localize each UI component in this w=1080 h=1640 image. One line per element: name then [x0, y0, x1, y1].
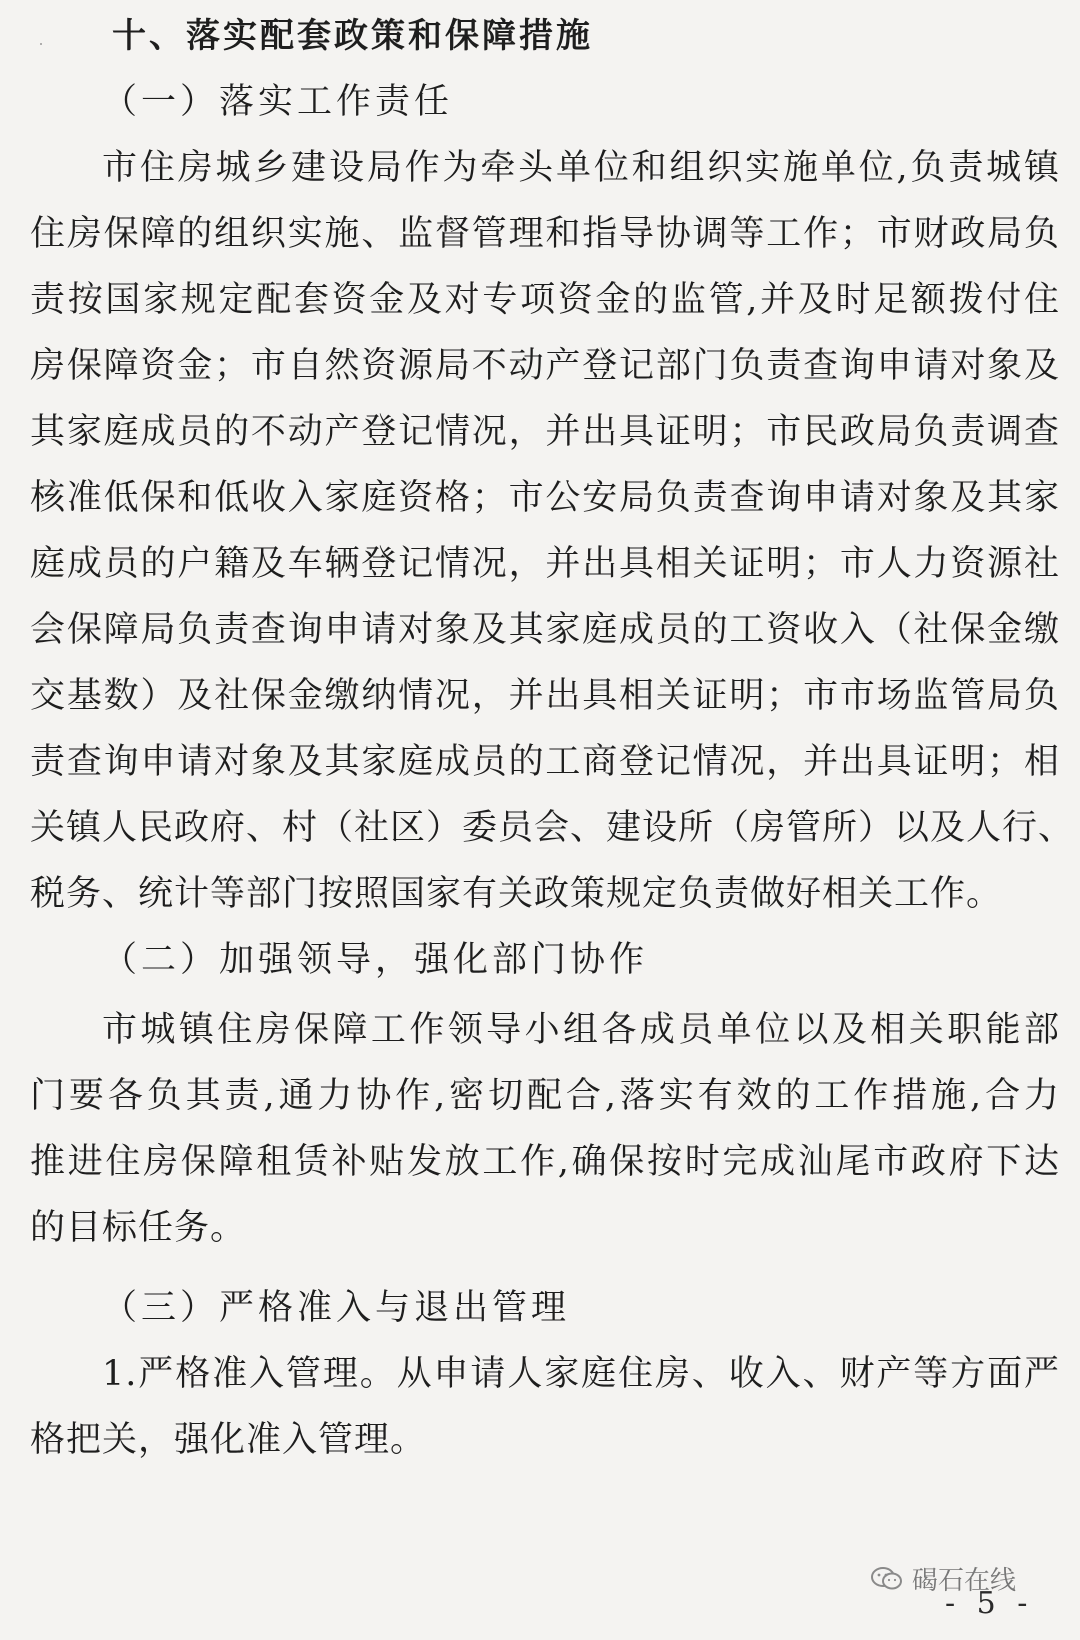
paragraph-line: 市城镇住房保障工作领导小组各成员单位以及相关职能部 — [102, 1010, 1060, 1050]
speck — [40, 43, 42, 45]
paragraph-line: 门要各负其责,通力协作,密切配合,落实有效的工作措施,合力 — [30, 1076, 1060, 1116]
paragraph-line: 关镇人民政府、村（社区）委员会、建设所（房管所）以及人行、 — [30, 808, 1075, 848]
subsection-title: （二）加强领导，强化部门协作 — [102, 940, 649, 980]
paragraph-line: 1.严格准入管理。从申请人家庭住房、收入、财产等方面严 — [102, 1354, 1060, 1394]
paragraph-line: 责按国家规定配套资金及对专项资金的监管,并及时足额拨付住 — [30, 280, 1060, 320]
paragraph-line: 会保障局负责查询申请对象及其家庭成员的工资收入（社保金缴 — [30, 610, 1060, 650]
paragraph-line: 格把关，强化准入管理。 — [30, 1420, 427, 1460]
page-number: - 5 - — [945, 1586, 1034, 1621]
paragraph-line: 其家庭成员的不动产登记情况，并出具证明；市民政局负责调查 — [30, 412, 1060, 452]
paragraph-line: 交基数）及社保金缴纳情况，并出具相关证明；市市场监管局负 — [30, 676, 1060, 716]
paragraph-line: 房保障资金；市自然资源局不动产登记部门负责查询申请对象及 — [30, 346, 1060, 386]
subsection-title: （一）落实工作责任 — [102, 82, 454, 122]
paragraph-line: 推进住房保障租赁补贴发放工作,确保按时完成汕尾市政府下达 — [30, 1142, 1060, 1182]
paragraph-line: 核准低保和低收入家庭资格；市公安局负责查询申请对象及其家 — [30, 478, 1060, 518]
subsection-title: （三）严格准入与退出管理 — [102, 1288, 571, 1328]
paragraph-line: 责查询申请对象及其家庭成员的工商登记情况，并出具证明；相 — [30, 742, 1060, 782]
paragraph-line: 税务、统计等部门按照国家有关政策规定负责做好相关工作。 — [30, 874, 1003, 914]
wechat-icon — [870, 1566, 904, 1592]
paragraph-line: 的目标任务。 — [30, 1208, 247, 1248]
paragraph-line: 住房保障的组织实施、监督管理和指导协调等工作；市财政局负 — [30, 214, 1060, 254]
watermark-text: 碣石在线 — [912, 1566, 1017, 1596]
paragraph-line: 庭成员的户籍及车辆登记情况，并出具相关证明；市人力资源社 — [30, 544, 1060, 584]
paragraph-line: 市住房城乡建设局作为牵头单位和组织实施单位,负责城镇 — [102, 148, 1060, 188]
section-heading: 十、落实配套政策和保障措施 — [112, 16, 593, 56]
